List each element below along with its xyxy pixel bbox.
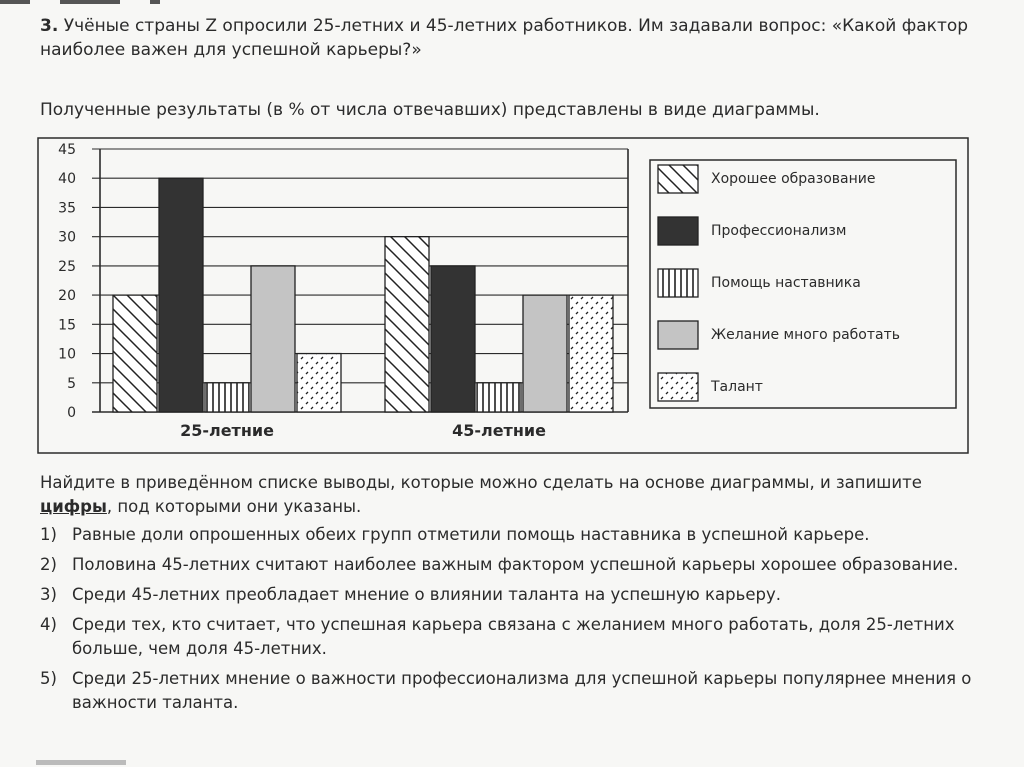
legend-label: Хорошее образование xyxy=(711,171,876,187)
legend-label: Профессионализм xyxy=(711,223,847,239)
bar xyxy=(113,295,157,412)
bar xyxy=(251,266,295,412)
y-tick-label: 45 xyxy=(58,142,76,158)
answer-option xyxy=(40,667,985,715)
y-tick-label: 35 xyxy=(58,200,76,217)
legend-label: Помощь наставника xyxy=(711,275,861,291)
y-tick-label: 5 xyxy=(67,375,76,392)
legend-label: Талант xyxy=(711,379,763,395)
legend-swatch xyxy=(658,165,698,193)
task-intro: Найдите в приведённом списке выводы, которые можно сделать на основе диаграммы, и запишите xyxy=(40,473,922,492)
legend-swatch xyxy=(658,217,698,245)
bar xyxy=(205,383,249,412)
bar xyxy=(523,295,567,412)
option-number: 1) xyxy=(40,525,57,544)
y-tick-label: 30 xyxy=(58,229,76,246)
y-tick-label: 25 xyxy=(58,258,76,275)
answer-option xyxy=(40,613,985,661)
bar xyxy=(159,178,203,412)
y-tick-label: 10 xyxy=(58,346,76,363)
y-tick-label: 15 xyxy=(58,317,76,334)
option-text: Среди 25-летних мнение о важности профессионализма для успешной карьеры популярнее мнения о важности таланта. xyxy=(72,669,972,712)
x-axis-category-labels xyxy=(180,421,546,440)
y-tick-label: 0 xyxy=(67,405,76,421)
chart-caption: Полученные результаты (в % от числа отвечавших) представлены в виде диаграммы. xyxy=(40,100,820,120)
bar xyxy=(297,354,341,412)
option-text: Половина 45-летних считают наиболее важным фактором успешной карьеры хорошее образование. xyxy=(72,555,959,574)
legend-label: Желание много работать xyxy=(711,327,900,343)
legend-swatch xyxy=(658,373,698,401)
bar xyxy=(431,266,475,412)
question-number: 3. xyxy=(40,16,59,36)
y-axis-tick-labels xyxy=(58,142,76,421)
bottom-edge-mark xyxy=(36,760,126,765)
option-number: 3) xyxy=(40,585,57,604)
category-label: 45-летние xyxy=(452,421,546,440)
y-tick-label: 40 xyxy=(58,171,76,188)
legend-swatch xyxy=(658,321,698,349)
task-emphasis: цифры xyxy=(40,497,107,516)
answer-option xyxy=(40,523,985,547)
option-text: Равные доли опрошенных обеих групп отметили помощь наставника в успешной карьере. xyxy=(72,525,870,544)
question-body: Учёные страны Z опросили 25-летних и 45-летних работников. Им задавали вопрос: «Какой фактор наиболее важен для успешной карьеры?» xyxy=(40,16,969,60)
option-text: Среди тех, кто считает, что успешная карьера связана с желанием много работать, доля 25-летних больше, чем доля 45-летних. xyxy=(72,615,955,658)
legend-swatch xyxy=(658,269,698,297)
task-instruction xyxy=(40,471,985,519)
option-text: Среди 45-летних преобладает мнение о влиянии таланта на успешную карьеру. xyxy=(72,585,781,604)
legend xyxy=(658,165,900,401)
task-outro: , под которыми они указаны. xyxy=(106,497,362,516)
bar xyxy=(569,295,613,412)
bar xyxy=(477,383,521,412)
bar xyxy=(385,237,429,412)
option-number: 4) xyxy=(40,615,57,634)
y-tick-label: 20 xyxy=(58,288,76,305)
category-label: 25-летние xyxy=(180,421,274,440)
answer-option xyxy=(40,553,985,577)
answer-options xyxy=(40,523,985,721)
answer-option xyxy=(40,583,985,607)
option-number: 2) xyxy=(40,555,57,574)
option-number: 5) xyxy=(40,669,57,688)
